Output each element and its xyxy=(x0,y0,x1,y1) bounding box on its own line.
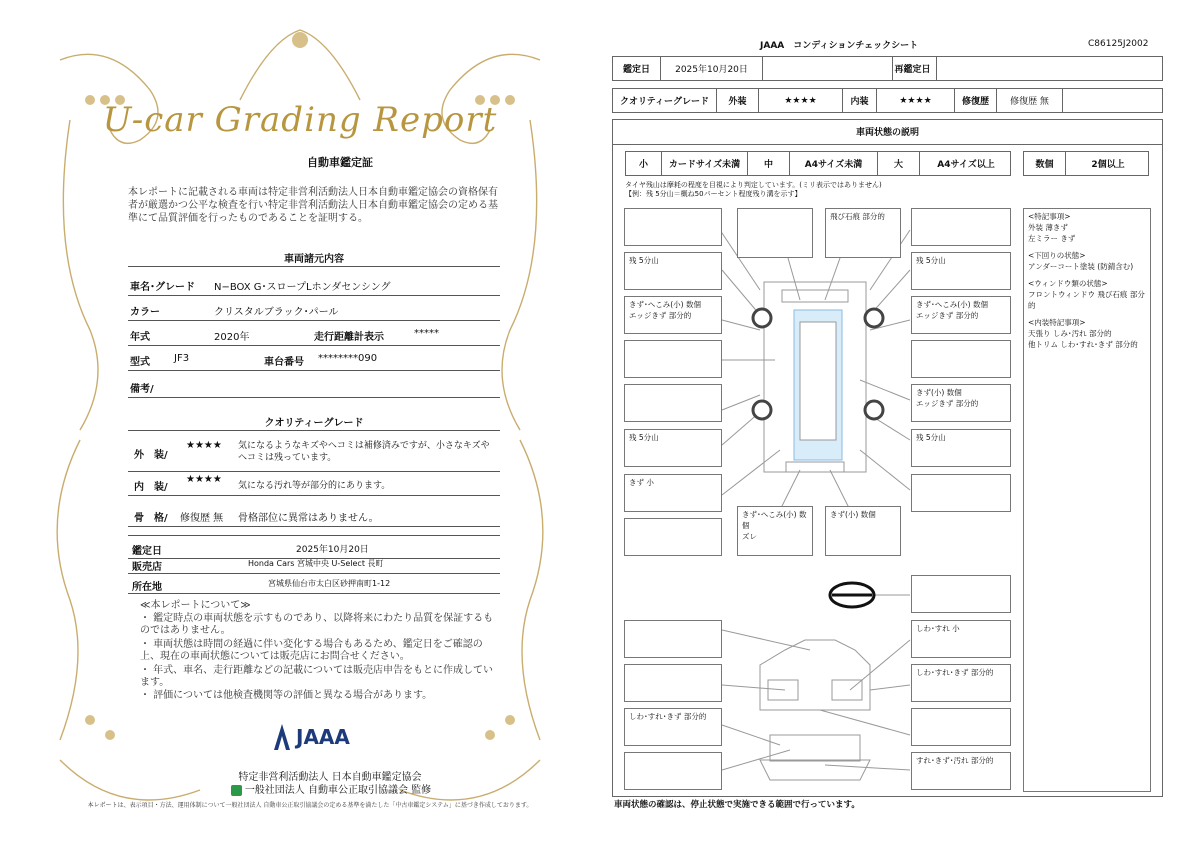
special-notes: <特記事項> 外装 薄きず 左ミラー きず <下回りの状態> アンダーコート塗装 (防錆含む) <ウィンドウ類の状態> フロントウィンドウ 飛び石痕 部分的 <内装特記事項> 天張り しみ･汚れ 部分的 他トリム しわ･すれ･きず 部分的 xyxy=(1023,208,1151,792)
quality-exterior: 外 装/ ★★★★ 気になるようなキズやヘコミは補修済みですが、小さなキズやヘコミは残っています。 xyxy=(128,436,500,472)
box-rear-right: きず(小) 数個 xyxy=(825,506,901,556)
sheet-title: JAAA コンディションチェックシート xyxy=(760,41,919,51)
box-r1 xyxy=(911,208,1011,246)
footer-supervise: 一般社団法人 自動車公正取引協議会 監修 xyxy=(196,781,466,796)
condition-check-sheet xyxy=(600,0,1200,848)
box-l-rear: きず 小 xyxy=(624,474,722,512)
box-int-r2: しわ･すれ･きず 部分的 xyxy=(911,664,1011,702)
date-row: 鑑定日 2025年10月20日 再鑑定日 xyxy=(612,56,1163,81)
box-t1 xyxy=(737,208,813,258)
box-rr-tire: 残 5分山 xyxy=(911,429,1011,467)
box-il4 xyxy=(624,752,722,790)
spec-row-remarks: 備考/ xyxy=(128,374,500,398)
box-r-mid: きず(小) 数個 エッジきず 部分的 xyxy=(911,384,1011,422)
box-r7 xyxy=(911,474,1011,512)
spec-heading: 車両諸元内容 xyxy=(284,254,344,265)
note-4: ・ 評価については他検査機関等の評価と異なる場合があります。 xyxy=(140,690,433,701)
spec-row-name: 車名･グレード N−BOX G･スロープLホンダセンシング xyxy=(128,272,500,296)
box-top-right: 飛び石痕 部分的 xyxy=(825,208,901,258)
box-r4 xyxy=(911,340,1011,378)
info-date: 鑑定日 2025年10月20日 xyxy=(128,535,500,559)
spec-row-color: カラー クリスタルブラック･パール xyxy=(128,297,500,321)
quality-interior: 内 装/ ★★★★ 気になる汚れ等が部分的にあります。 xyxy=(128,472,500,496)
intro-text: 本レポートに記載される車両は特定非営利活動法人日本自動車鑑定協会の資格保有者が厳選かつ公平な検査を行い特定非営利活動法人日本自動車鑑定協会の定める基準にて品質評価を行ったものであることを証明する。 xyxy=(128,187,498,224)
steering-wheel-icon xyxy=(830,583,874,607)
box-il1 xyxy=(624,620,722,658)
note-3: ・ 年式、車名、走行距離などの記載については販売店申告をもとに作成しています。 xyxy=(140,665,493,688)
box-rf-tire: 残 5分山 xyxy=(911,252,1011,290)
footer-small: 本レポートは、表示項目・方法、運用体制について一般社団法人 自動車公正取引協議会の定める基準を満たした「中古車鑑定システム」に基づき作成しております。 xyxy=(87,802,533,809)
quality-heading: クオリティーグレード xyxy=(264,418,364,429)
box-rear-left: きず･へこみ(小) 数個 ズレ xyxy=(737,506,813,556)
note-1: ・ 鑑定時点の車両状態を示すものであり、以降将来にわたり品質を保証するものではありません。 xyxy=(140,613,494,636)
info-shop: 販売店 Honda Cars 宮城中央 U-Select 長町 xyxy=(128,554,500,574)
sheet-code: C86125J2002 xyxy=(1088,39,1149,49)
report-subtitle: 自動車鑑定証 xyxy=(307,156,373,169)
quality-frame: 骨 格/ 修復歴 無 骨格部位に異常はありません。 xyxy=(128,503,500,527)
size-legend: 小 カードサイズ未満 中 A4サイズ未満 大 A4サイズ以上 xyxy=(625,151,1011,176)
jaaa-logo: JAAA xyxy=(272,722,350,752)
spec-row-model: 型式 JF3 車台番号 ********090 xyxy=(128,347,500,371)
box-l1 xyxy=(624,208,722,246)
note-2: ・ 車両状態は時間の経過に伴い変化する場合もあるため、鑑定日をご確認の上、現在の車両状態については販売店にお問合せください。 xyxy=(140,639,483,662)
sheet-footer-note: 車両状態の確認は、停止状態で実施できる範囲で行っています。 xyxy=(614,800,860,810)
box-int-r4: すれ･きず･汚れ 部分的 xyxy=(911,752,1011,790)
box-lr-tire: 残 5分山 xyxy=(624,429,722,467)
grade-row: クオリティーグレード 外装 ★★★★ 内装 ★★★★ 修復歴 修復歴 無 xyxy=(612,88,1163,113)
box-int-l3: しわ･すれ･きず 部分的 xyxy=(624,708,722,746)
box-l8 xyxy=(624,518,722,556)
tire-note-2: 【例：残 5分山＝概ね50パーセント程度残り溝を示す】 xyxy=(625,190,802,198)
box-steering xyxy=(911,575,1011,613)
spec-row-year: 年式 2020年 走行距離計表示 ***** xyxy=(128,322,500,346)
count-legend: 数個 2個以上 xyxy=(1023,151,1149,176)
box-l4 xyxy=(624,340,722,378)
box-int-r1: しわ･すれ 小 xyxy=(911,620,1011,658)
info-address: 所在地 宮城県仙台市太白区砂押南町1-12 xyxy=(128,574,500,594)
report-title: U-car Grading Report xyxy=(102,100,498,140)
box-l-front: きず･へこみ(小) 数個 エッジきず 部分的 xyxy=(624,296,722,334)
tire-note-1: タイヤ残山は摩耗の程度を目視により判定しています。(ミリ表示ではありません) xyxy=(625,181,882,189)
notes-heading: ≪本レポートについて≫ xyxy=(140,600,251,611)
box-lf-tire: 残 5分山 xyxy=(624,252,722,290)
box-il2 xyxy=(624,664,722,702)
box-r-front: きず･へこみ(小) 数個 エッジきず 部分的 xyxy=(911,296,1011,334)
box-l5 xyxy=(624,384,722,422)
box-ir3 xyxy=(911,708,1011,746)
footer-org: 特定非営利活動法人 日本自動車鑑定協会 xyxy=(238,772,422,783)
condition-heading: 車両状態の説明 xyxy=(612,119,1163,145)
